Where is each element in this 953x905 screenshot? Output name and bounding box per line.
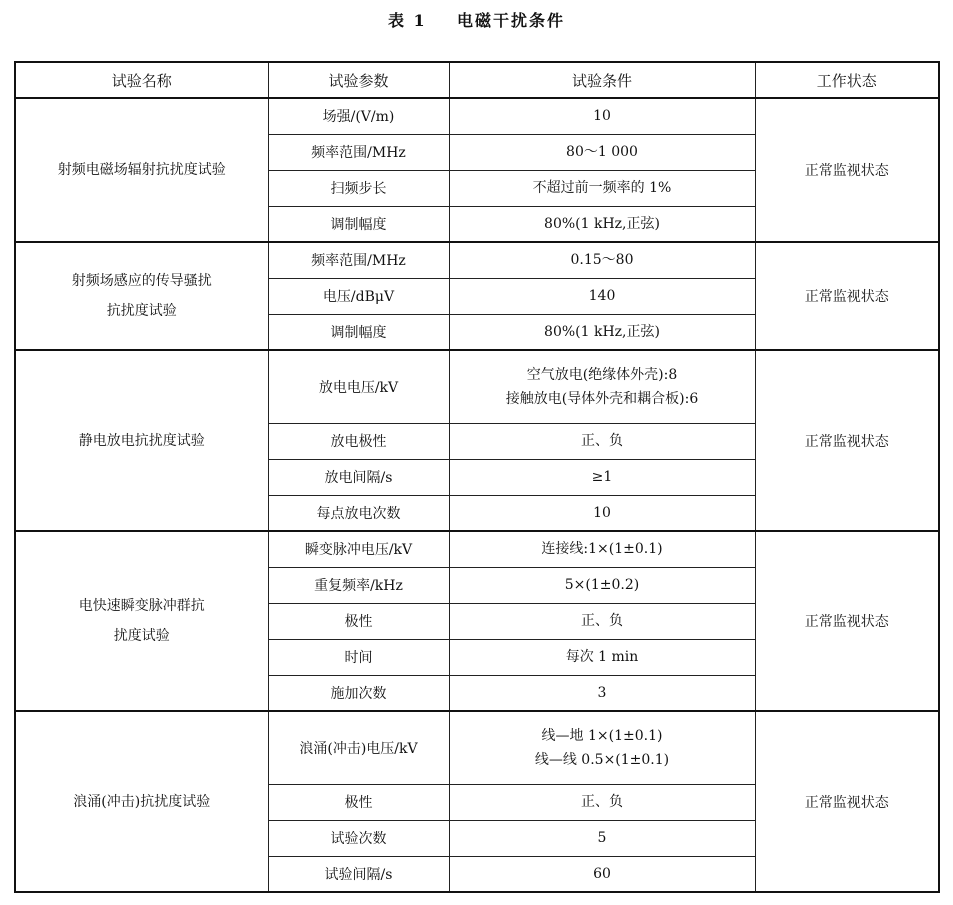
work-status-cell: 正常监视状态 (755, 711, 939, 892)
table-row (15, 711, 939, 784)
test-name-line: 射频电磁场辐射抗扰度试验 (57, 162, 226, 178)
test-condition-line: 每次 1 min (565, 649, 639, 665)
test-condition-line: 3 (597, 684, 607, 701)
test-condition-line: 接触放电(导体外壳和耦合板):6 (505, 390, 699, 407)
test-param-cell: 每点放电次数 (268, 495, 449, 531)
table-row (15, 350, 939, 423)
test-param-cell: 频率范围/MHz (268, 134, 449, 170)
test-name-cell (15, 531, 268, 711)
test-condition-line: 正、负 (581, 613, 623, 629)
test-condition-cell (449, 423, 755, 459)
test-name-line: 电快速瞬变脉冲群抗 (78, 598, 205, 614)
test-param-cell: 放电间隔/s (268, 459, 449, 495)
test-param-cell: 时间 (268, 639, 449, 675)
test-name-cell (15, 350, 268, 531)
header-test-param: 试验参数 (268, 62, 449, 98)
test-condition-cell (449, 350, 755, 423)
test-param-cell: 频率范围/MHz (268, 242, 449, 278)
test-condition-line: 线—线 0.5×(1±0.1) (534, 751, 670, 768)
test-condition-cell (449, 242, 755, 278)
test-name-line: 扰度试验 (113, 628, 170, 644)
test-condition-cell (449, 98, 755, 134)
test-condition-line: 10 (593, 108, 611, 125)
test-param-cell: 浪涌(冲击)电压/kV (268, 711, 449, 784)
test-condition-line: 80%(1 kHz,正弦) (544, 323, 660, 340)
test-name-line: 抗扰度试验 (106, 303, 177, 319)
test-condition-line: 60 (593, 865, 611, 882)
header-test-condition: 试验条件 (449, 62, 755, 98)
test-condition-line: 空气放电(绝缘体外壳):8 (526, 366, 678, 383)
work-status-cell: 正常监视状态 (755, 98, 939, 242)
test-condition-line: 线—地 1×(1±0.1) (541, 727, 663, 744)
test-condition-cell (449, 856, 755, 892)
test-name-cell (15, 98, 268, 242)
test-name-line: 浪涌(冲击)抗扰度试验 (73, 793, 211, 810)
test-condition-cell (449, 675, 755, 711)
test-param-cell: 试验次数 (268, 820, 449, 856)
test-condition-cell (449, 134, 755, 170)
test-condition-line: 0.15～80 (570, 252, 634, 269)
test-condition-line: 5 (597, 830, 607, 846)
test-name-cell (15, 242, 268, 350)
work-status-cell: 正常监视状态 (755, 242, 939, 350)
work-status-cell: 正常监视状态 (755, 531, 939, 711)
test-condition-cell (449, 531, 755, 567)
test-condition-cell (449, 711, 755, 784)
test-name-line: 静电放电抗扰度试验 (78, 432, 205, 449)
test-param-cell: 放电电压/kV (268, 350, 449, 423)
emi-conditions-table (14, 61, 940, 893)
test-condition-line: 连接线:1×(1±0.1) (541, 541, 663, 558)
test-condition-line: 不超过前一频率的 1% (532, 180, 672, 196)
test-param-cell: 调制幅度 (268, 314, 449, 350)
test-condition-line: ≥1 (591, 469, 613, 485)
test-name-line: 射频场感应的传导骚扰 (71, 273, 212, 289)
test-condition-cell (449, 206, 755, 242)
table-row (15, 242, 939, 278)
test-condition-line: 80%(1 kHz,正弦) (544, 215, 660, 232)
table-caption (0, 8, 953, 34)
test-param-cell: 放电极性 (268, 423, 449, 459)
test-condition-cell (449, 459, 755, 495)
table-number: 表 1 (387, 11, 427, 30)
header-work-status: 工作状态 (755, 62, 939, 98)
test-condition-cell (449, 495, 755, 531)
test-condition-cell (449, 639, 755, 675)
table-row (15, 98, 939, 134)
test-param-cell: 扫频步长 (268, 170, 449, 206)
table-body (15, 98, 939, 892)
test-condition-cell (449, 784, 755, 820)
work-status-cell: 正常监视状态 (755, 350, 939, 531)
test-param-cell: 极性 (268, 603, 449, 639)
table-row (15, 531, 939, 567)
test-param-cell: 电压/dBμV (268, 278, 449, 314)
test-param-cell: 试验间隔/s (268, 856, 449, 892)
test-condition-line: 正、负 (581, 433, 623, 449)
test-param-cell: 场强/(V/m) (268, 98, 449, 134)
header-row (15, 62, 939, 98)
test-name-cell (15, 711, 268, 892)
table-title: 电磁干扰条件 (456, 11, 565, 30)
header-test-name: 试验名称 (15, 62, 268, 98)
test-condition-line: 80～1 000 (566, 144, 638, 160)
test-condition-line: 5×(1±0.2) (564, 577, 640, 593)
test-param-cell: 瞬变脉冲电压/kV (268, 531, 449, 567)
test-condition-cell (449, 603, 755, 639)
test-condition-cell (449, 567, 755, 603)
test-condition-line: 正、负 (581, 794, 623, 810)
test-condition-cell (449, 314, 755, 350)
test-condition-cell (449, 278, 755, 314)
test-condition-cell (449, 170, 755, 206)
test-param-cell: 调制幅度 (268, 206, 449, 242)
test-param-cell: 重复频率/kHz (268, 567, 449, 603)
test-condition-line: 10 (593, 504, 611, 521)
test-condition-cell (449, 820, 755, 856)
test-param-cell: 极性 (268, 784, 449, 820)
test-param-cell: 施加次数 (268, 675, 449, 711)
test-condition-line: 140 (588, 288, 616, 304)
